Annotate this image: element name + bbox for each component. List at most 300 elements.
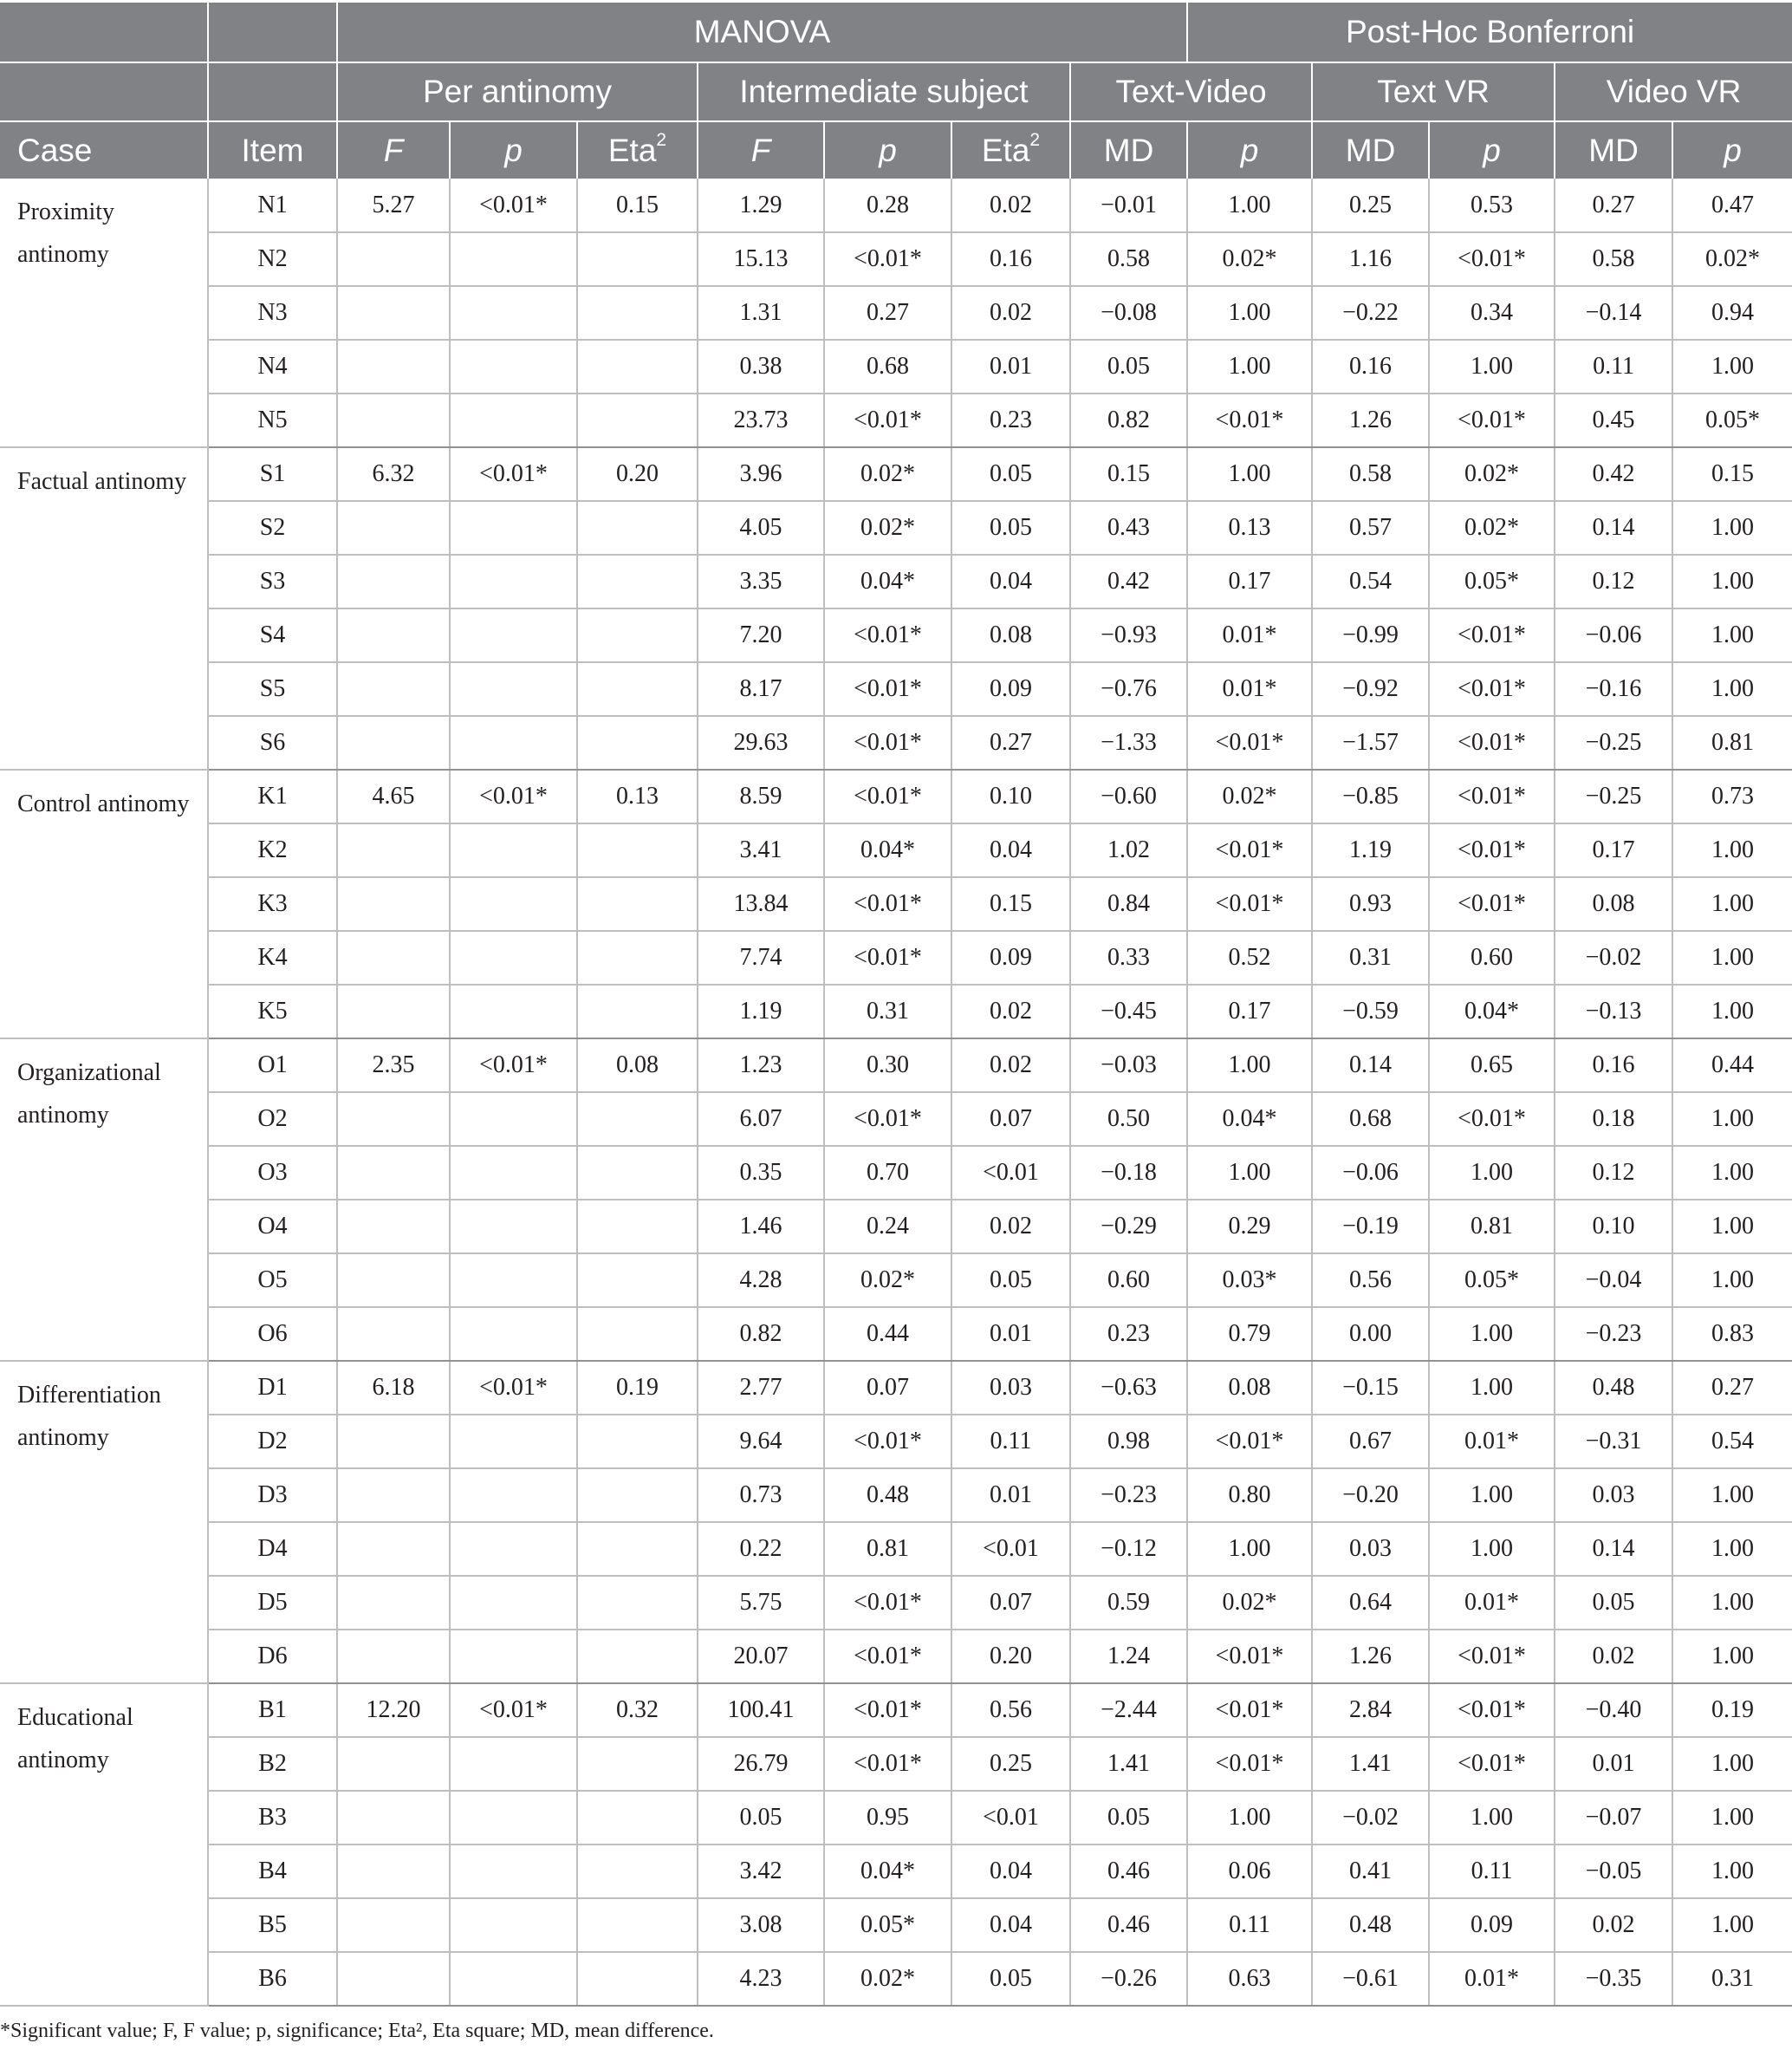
tv-md-cell: 0.46 — [1070, 1845, 1187, 1898]
tv-md-cell: −0.01 — [1070, 179, 1187, 232]
manova-p-cell — [450, 1737, 577, 1791]
eta-cell: 0.01 — [951, 1307, 1070, 1361]
tv-p-cell: 0.03* — [1187, 1253, 1312, 1307]
item-cell: S1 — [208, 447, 337, 501]
p-cell: 0.02* — [824, 1253, 951, 1307]
tvr-md-cell: 0.68 — [1312, 1092, 1429, 1146]
manova-f-cell — [337, 1415, 450, 1468]
vvr-p-cell: 1.00 — [1672, 823, 1792, 877]
tvr-md-cell: 0.25 — [1312, 179, 1429, 232]
vvr-md-cell: 0.12 — [1555, 1146, 1672, 1200]
tv-md-cell: 0.15 — [1070, 447, 1187, 501]
tvr-md-cell: 0.56 — [1312, 1253, 1429, 1307]
vvr-p-cell: 1.00 — [1672, 608, 1792, 662]
tvr-p-cell: <0.01* — [1429, 877, 1555, 931]
table-row — [0, 1307, 1792, 1361]
p-cell: <0.01* — [824, 662, 951, 716]
tvr-md-cell: 1.26 — [1312, 1630, 1429, 1683]
vvr-p-cell: 0.02* — [1672, 232, 1792, 286]
manova-f-cell — [337, 1952, 450, 2006]
item-cell: N4 — [208, 340, 337, 394]
item-cell: O1 — [208, 1038, 337, 1092]
eta-cell: 0.07 — [951, 1092, 1070, 1146]
f-cell: 7.20 — [698, 608, 824, 662]
manova-eta-cell — [577, 1146, 698, 1200]
header-manova: MANOVA — [337, 3, 1187, 62]
manova-f-cell — [337, 1146, 450, 1200]
manova-eta-cell — [577, 1952, 698, 2006]
manova-eta-cell: 0.15 — [577, 179, 698, 232]
eta-cell: 0.25 — [951, 1737, 1070, 1791]
p-cell: <0.01* — [824, 931, 951, 985]
tvr-md-cell: 0.00 — [1312, 1307, 1429, 1361]
tv-p-cell: <0.01* — [1187, 394, 1312, 447]
header-blank-case — [0, 3, 208, 62]
tvr-p-cell: 0.01* — [1429, 1952, 1555, 2006]
p-cell: 0.27 — [824, 286, 951, 340]
item-cell: N2 — [208, 232, 337, 286]
p-cell: 0.04* — [824, 555, 951, 608]
item-cell: K1 — [208, 770, 337, 823]
manova-p-cell: <0.01* — [450, 1038, 577, 1092]
vvr-p-cell: 1.00 — [1672, 1576, 1792, 1630]
item-cell: N1 — [208, 179, 337, 232]
vvr-p-cell: 0.47 — [1672, 179, 1792, 232]
table-row — [0, 1253, 1792, 1307]
eta-cell: 0.07 — [951, 1576, 1070, 1630]
f-cell: 0.05 — [698, 1791, 824, 1845]
manova-f-cell: 12.20 — [337, 1683, 450, 1737]
header-eta — [577, 121, 698, 179]
table-footnote: *Significant value; F, F value; p, significance; Eta², Eta square; MD, mean difference. — [0, 2020, 714, 2042]
manova-f-cell — [337, 1468, 450, 1522]
tv-p-cell: 1.00 — [1187, 286, 1312, 340]
vvr-md-cell: −0.40 — [1555, 1683, 1672, 1737]
tvr-p-cell: 1.00 — [1429, 1307, 1555, 1361]
manova-p-cell: <0.01* — [450, 1361, 577, 1415]
case-cell: Factual antinomy — [0, 447, 208, 770]
tv-p-cell: <0.01* — [1187, 1630, 1312, 1683]
tv-md-cell: 0.23 — [1070, 1307, 1187, 1361]
tv-md-cell: 0.50 — [1070, 1092, 1187, 1146]
tv-md-cell: 0.59 — [1070, 1576, 1187, 1630]
eta-cell: 0.27 — [951, 716, 1070, 770]
header-posthoc: Post-Hoc Bonferroni — [1187, 3, 1792, 62]
p-cell: <0.01* — [824, 1737, 951, 1791]
eta-cell: 0.02 — [951, 286, 1070, 340]
tvr-p-cell: 0.05* — [1429, 1253, 1555, 1307]
manova-p-cell — [450, 1522, 577, 1576]
p-cell: <0.01* — [824, 232, 951, 286]
header-blank-item-2 — [208, 62, 337, 121]
manova-p-cell — [450, 1307, 577, 1361]
header-md: MD — [1312, 121, 1429, 179]
tvr-md-cell: 2.84 — [1312, 1683, 1429, 1737]
manova-p-cell — [450, 1468, 577, 1522]
item-cell: D6 — [208, 1630, 337, 1683]
vvr-p-cell: 1.00 — [1672, 1200, 1792, 1253]
header-eta — [951, 121, 1070, 179]
vvr-md-cell: 0.58 — [1555, 232, 1672, 286]
vvr-md-cell: 0.03 — [1555, 1468, 1672, 1522]
tvr-md-cell: −0.59 — [1312, 985, 1429, 1038]
tvr-p-cell: <0.01* — [1429, 716, 1555, 770]
manova-eta-cell — [577, 1898, 698, 1952]
tv-md-cell: 0.46 — [1070, 1898, 1187, 1952]
tv-p-cell: 0.79 — [1187, 1307, 1312, 1361]
manova-p-cell — [450, 1898, 577, 1952]
p-cell: 0.05* — [824, 1898, 951, 1952]
manova-eta-cell — [577, 1791, 698, 1845]
vvr-md-cell: 0.12 — [1555, 555, 1672, 608]
tv-md-cell: 0.84 — [1070, 877, 1187, 931]
tvr-md-cell: −1.57 — [1312, 716, 1429, 770]
table-row — [0, 1092, 1792, 1146]
tv-p-cell: 1.00 — [1187, 1038, 1312, 1092]
tvr-p-cell: 0.01* — [1429, 1576, 1555, 1630]
tvr-p-cell: <0.01* — [1429, 1630, 1555, 1683]
header-p: p — [1672, 121, 1792, 179]
vvr-md-cell: −0.16 — [1555, 662, 1672, 716]
tvr-p-cell: <0.01* — [1429, 823, 1555, 877]
table-row — [0, 1468, 1792, 1522]
tv-p-cell: 0.80 — [1187, 1468, 1312, 1522]
tvr-p-cell: 1.00 — [1429, 1468, 1555, 1522]
tvr-p-cell: 1.00 — [1429, 1361, 1555, 1415]
item-cell: D5 — [208, 1576, 337, 1630]
tv-p-cell: 0.06 — [1187, 1845, 1312, 1898]
manova-p-cell: <0.01* — [450, 770, 577, 823]
vvr-p-cell: 1.00 — [1672, 1737, 1792, 1791]
manova-f-cell — [337, 716, 450, 770]
f-cell: 3.96 — [698, 447, 824, 501]
item-cell: B3 — [208, 1791, 337, 1845]
eta-cell: 0.05 — [951, 501, 1070, 555]
case-cell: Proximity antinomy — [0, 179, 208, 447]
header-text-vr: Text VR — [1312, 62, 1555, 121]
eta-cell: 0.02 — [951, 179, 1070, 232]
manova-f-cell — [337, 985, 450, 1038]
eta-cell: 0.09 — [951, 662, 1070, 716]
vvr-p-cell: 1.00 — [1672, 1630, 1792, 1683]
eta-cell: 0.16 — [951, 232, 1070, 286]
eta-cell: 0.15 — [951, 877, 1070, 931]
tv-p-cell: 1.00 — [1187, 1791, 1312, 1845]
f-cell: 7.74 — [698, 931, 824, 985]
item-cell: S4 — [208, 608, 337, 662]
table-row — [0, 1952, 1792, 2006]
vvr-p-cell: 1.00 — [1672, 1468, 1792, 1522]
manova-p-cell — [450, 1845, 577, 1898]
p-cell: 0.95 — [824, 1791, 951, 1845]
table-row — [0, 1845, 1792, 1898]
manova-f-cell — [337, 1898, 450, 1952]
f-cell: 6.07 — [698, 1092, 824, 1146]
f-cell: 1.46 — [698, 1200, 824, 1253]
vvr-p-cell: 1.00 — [1672, 1898, 1792, 1952]
case-cell: Organizational antinomy — [0, 1038, 208, 1361]
tv-md-cell: −0.18 — [1070, 1146, 1187, 1200]
manova-eta-cell — [577, 1307, 698, 1361]
f-cell: 0.22 — [698, 1522, 824, 1576]
vvr-p-cell: 0.81 — [1672, 716, 1792, 770]
tv-p-cell: 0.01* — [1187, 662, 1312, 716]
tvr-md-cell: −0.99 — [1312, 608, 1429, 662]
table-row — [0, 662, 1792, 716]
manova-eta-cell — [577, 340, 698, 394]
manova-eta-cell — [577, 501, 698, 555]
table-row — [0, 985, 1792, 1038]
tvr-md-cell: 0.48 — [1312, 1898, 1429, 1952]
p-cell: <0.01* — [824, 1415, 951, 1468]
header-blank-item — [208, 3, 337, 62]
manova-p-cell — [450, 232, 577, 286]
item-cell: D4 — [208, 1522, 337, 1576]
header-p: p — [1187, 121, 1312, 179]
manova-p-cell — [450, 1253, 577, 1307]
eta-cell: 0.20 — [951, 1630, 1070, 1683]
f-cell: 9.64 — [698, 1415, 824, 1468]
item-cell: K2 — [208, 823, 337, 877]
tv-md-cell: 1.02 — [1070, 823, 1187, 877]
manova-p-cell — [450, 1630, 577, 1683]
manova-eta-cell: 0.08 — [577, 1038, 698, 1092]
tvr-md-cell: −0.19 — [1312, 1200, 1429, 1253]
eta-cell: <0.01 — [951, 1146, 1070, 1200]
f-cell: 1.23 — [698, 1038, 824, 1092]
p-cell: 0.04* — [824, 1845, 951, 1898]
tvr-md-cell: 1.19 — [1312, 823, 1429, 877]
p-cell: 0.28 — [824, 179, 951, 232]
vvr-p-cell: 0.19 — [1672, 1683, 1792, 1737]
item-cell: S6 — [208, 716, 337, 770]
tvr-p-cell: 0.01* — [1429, 1415, 1555, 1468]
manova-f-cell: 6.18 — [337, 1361, 450, 1415]
eta-cell: 0.23 — [951, 394, 1070, 447]
eta-superscript: 2 — [656, 130, 667, 151]
manova-eta-cell — [577, 1200, 698, 1253]
eta-cell: 0.02 — [951, 1200, 1070, 1253]
tv-p-cell: 0.08 — [1187, 1361, 1312, 1415]
vvr-p-cell: 0.05* — [1672, 394, 1792, 447]
tv-md-cell: −0.45 — [1070, 985, 1187, 1038]
tv-md-cell: 0.43 — [1070, 501, 1187, 555]
header-f: F — [698, 121, 824, 179]
p-cell: 0.70 — [824, 1146, 951, 1200]
tv-md-cell: −0.29 — [1070, 1200, 1187, 1253]
tvr-p-cell: 0.53 — [1429, 179, 1555, 232]
tv-p-cell: <0.01* — [1187, 1683, 1312, 1737]
tv-p-cell: <0.01* — [1187, 877, 1312, 931]
item-cell: O6 — [208, 1307, 337, 1361]
manova-p-cell — [450, 877, 577, 931]
table-row — [0, 716, 1792, 770]
eta-cell: 0.05 — [951, 447, 1070, 501]
tvr-p-cell: <0.01* — [1429, 394, 1555, 447]
tvr-md-cell: 1.26 — [1312, 394, 1429, 447]
eta-cell: 0.09 — [951, 931, 1070, 985]
tvr-md-cell: 1.41 — [1312, 1737, 1429, 1791]
f-cell: 5.75 — [698, 1576, 824, 1630]
manova-p-cell — [450, 1952, 577, 2006]
table-row — [0, 286, 1792, 340]
case-cell: Control antinomy — [0, 770, 208, 1038]
tv-md-cell: 0.58 — [1070, 232, 1187, 286]
tvr-p-cell: <0.01* — [1429, 1092, 1555, 1146]
manova-eta-cell: 0.32 — [577, 1683, 698, 1737]
tv-p-cell: 1.00 — [1187, 1522, 1312, 1576]
manova-f-cell — [337, 823, 450, 877]
item-cell: K5 — [208, 985, 337, 1038]
manova-f-cell — [337, 1791, 450, 1845]
p-cell: <0.01* — [824, 394, 951, 447]
item-cell: D3 — [208, 1468, 337, 1522]
manova-eta-cell: 0.13 — [577, 770, 698, 823]
item-cell: K4 — [208, 931, 337, 985]
table-row — [0, 1522, 1792, 1576]
tvr-p-cell: 0.02* — [1429, 501, 1555, 555]
table-row — [0, 1737, 1792, 1791]
eta-cell: 0.04 — [951, 823, 1070, 877]
manova-eta-cell — [577, 394, 698, 447]
manova-p-cell — [450, 662, 577, 716]
eta-cell: 0.10 — [951, 770, 1070, 823]
manova-f-cell — [337, 1200, 450, 1253]
tv-p-cell: 0.63 — [1187, 1952, 1312, 2006]
manova-f-cell — [337, 232, 450, 286]
vvr-p-cell: 1.00 — [1672, 877, 1792, 931]
f-cell: 20.07 — [698, 1630, 824, 1683]
eta-cell: <0.01 — [951, 1791, 1070, 1845]
vvr-md-cell: −0.35 — [1555, 1952, 1672, 2006]
tv-md-cell: 0.98 — [1070, 1415, 1187, 1468]
table-row — [0, 1898, 1792, 1952]
tv-md-cell: 0.42 — [1070, 555, 1187, 608]
vvr-md-cell: 0.27 — [1555, 179, 1672, 232]
table-row — [0, 340, 1792, 394]
table-row — [0, 877, 1792, 931]
vvr-md-cell: −0.31 — [1555, 1415, 1672, 1468]
tv-md-cell: 0.82 — [1070, 394, 1187, 447]
eta-cell: 0.05 — [951, 1952, 1070, 2006]
item-cell: S3 — [208, 555, 337, 608]
p-cell: 0.02* — [824, 1952, 951, 2006]
tv-md-cell: −0.93 — [1070, 608, 1187, 662]
f-cell: 23.73 — [698, 394, 824, 447]
case-cell: Differentiation antinomy — [0, 1361, 208, 1683]
tv-p-cell: 1.00 — [1187, 179, 1312, 232]
table-row — [0, 1630, 1792, 1683]
header-case: Case — [0, 121, 208, 179]
manova-f-cell — [337, 1522, 450, 1576]
manova-eta-cell — [577, 232, 698, 286]
tvr-p-cell: 0.60 — [1429, 931, 1555, 985]
manova-eta-cell — [577, 1522, 698, 1576]
header-video-vr: Video VR — [1555, 62, 1792, 121]
tv-md-cell: 0.05 — [1070, 1791, 1187, 1845]
eta-cell: 0.11 — [951, 1415, 1070, 1468]
item-cell: D2 — [208, 1415, 337, 1468]
table-row — [0, 1038, 1792, 1092]
manova-p-cell: <0.01* — [450, 447, 577, 501]
f-cell: 0.38 — [698, 340, 824, 394]
tv-p-cell: 0.17 — [1187, 985, 1312, 1038]
tvr-p-cell: <0.01* — [1429, 1737, 1555, 1791]
manova-p-cell — [450, 1092, 577, 1146]
tvr-p-cell: 0.34 — [1429, 286, 1555, 340]
vvr-p-cell: 0.31 — [1672, 1952, 1792, 2006]
item-cell: O2 — [208, 1092, 337, 1146]
p-cell: <0.01* — [824, 608, 951, 662]
table-row — [0, 555, 1792, 608]
vvr-p-cell: 0.15 — [1672, 447, 1792, 501]
manova-f-cell — [337, 1576, 450, 1630]
f-cell: 29.63 — [698, 716, 824, 770]
manova-p-cell — [450, 286, 577, 340]
vvr-md-cell: −0.06 — [1555, 608, 1672, 662]
tv-md-cell: 0.05 — [1070, 340, 1187, 394]
item-cell: O5 — [208, 1253, 337, 1307]
p-cell: 0.81 — [824, 1522, 951, 1576]
item-cell: S2 — [208, 501, 337, 555]
vvr-p-cell: 1.00 — [1672, 1791, 1792, 1845]
manova-eta-cell — [577, 1092, 698, 1146]
vvr-md-cell: −0.14 — [1555, 286, 1672, 340]
table-row — [0, 823, 1792, 877]
tv-p-cell: 0.52 — [1187, 931, 1312, 985]
p-cell: <0.01* — [824, 1092, 951, 1146]
manova-p-cell — [450, 1576, 577, 1630]
vvr-md-cell: −0.25 — [1555, 770, 1672, 823]
manova-p-cell — [450, 931, 577, 985]
table-row — [0, 501, 1792, 555]
tv-p-cell: 1.00 — [1187, 1146, 1312, 1200]
tv-md-cell: −0.26 — [1070, 1952, 1187, 2006]
tv-md-cell: −0.08 — [1070, 286, 1187, 340]
table-row — [0, 179, 1792, 232]
vvr-p-cell: 0.27 — [1672, 1361, 1792, 1415]
table-row — [0, 1576, 1792, 1630]
vvr-md-cell: 0.02 — [1555, 1630, 1672, 1683]
tvr-p-cell: 0.05* — [1429, 555, 1555, 608]
tvr-md-cell: 0.03 — [1312, 1522, 1429, 1576]
f-cell: 100.41 — [698, 1683, 824, 1737]
manova-f-cell — [337, 662, 450, 716]
tv-md-cell: −0.23 — [1070, 1468, 1187, 1522]
p-cell: 0.44 — [824, 1307, 951, 1361]
manova-eta-cell — [577, 1845, 698, 1898]
manova-eta-cell — [577, 1468, 698, 1522]
eta-cell: 0.05 — [951, 1253, 1070, 1307]
table-row — [0, 1415, 1792, 1468]
manova-p-cell — [450, 1200, 577, 1253]
vvr-md-cell: −0.05 — [1555, 1845, 1672, 1898]
table-row — [0, 608, 1792, 662]
header-blank-case-2 — [0, 62, 208, 121]
p-cell: 0.04* — [824, 823, 951, 877]
tvr-md-cell: −0.02 — [1312, 1791, 1429, 1845]
manova-eta-cell — [577, 1253, 698, 1307]
header-text-video: Text-Video — [1070, 62, 1312, 121]
table-row — [0, 1791, 1792, 1845]
eta-label: Eta — [607, 132, 657, 168]
tvr-p-cell: 0.11 — [1429, 1845, 1555, 1898]
tv-md-cell: −0.63 — [1070, 1361, 1187, 1415]
tvr-md-cell: 0.67 — [1312, 1415, 1429, 1468]
vvr-p-cell: 0.83 — [1672, 1307, 1792, 1361]
tvr-md-cell: 0.31 — [1312, 931, 1429, 985]
manova-f-cell — [337, 1737, 450, 1791]
